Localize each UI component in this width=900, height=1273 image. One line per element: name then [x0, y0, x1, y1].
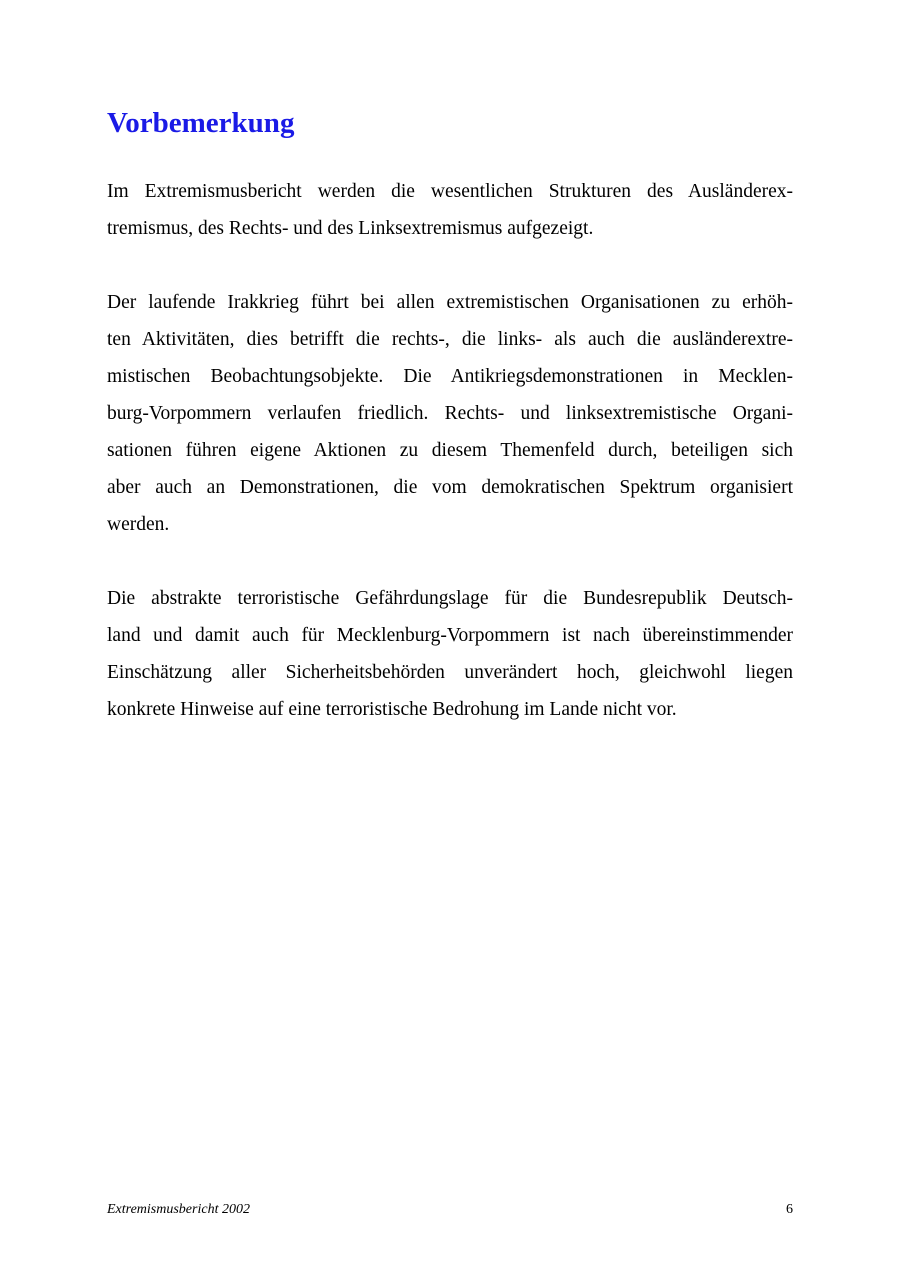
- paragraph-terror: [107, 580, 793, 728]
- paragraph-intro: [107, 173, 793, 247]
- text-line: tremismus, des Rechts- und des Linksextremismus aufgezeigt.: [107, 218, 594, 239]
- paragraph-irakkrieg: [107, 284, 793, 543]
- text-line: burg-Vorpommern verlaufen friedlich. Rechts- und linksextremistische Organi-: [107, 403, 793, 424]
- text-line: Im Extremismusbericht werden die wesentlichen Strukturen des Ausländerex-: [107, 181, 793, 202]
- page-title: Vorbemerkung: [107, 107, 295, 139]
- text-line: sationen führen eigene Aktionen zu diesem Themenfeld durch, beteiligen sich: [107, 440, 793, 461]
- footer-page-number: 6: [786, 1202, 793, 1217]
- text-line: Einschätzung aller Sicherheitsbehörden unverändert hoch, gleichwohl liegen: [107, 662, 793, 683]
- text-line: mistischen Beobachtungsobjekte. Die Antikriegsdemonstrationen in Mecklen-: [107, 366, 793, 387]
- text-line: Der laufende Irakkrieg führt bei allen extremistischen Organisationen zu erhöh-: [107, 292, 793, 313]
- text-line: werden.: [107, 514, 170, 535]
- text-line: land und damit auch für Mecklenburg-Vorpommern ist nach übereinstimmender: [107, 625, 793, 646]
- text-line: konkrete Hinweise auf eine terroristische Bedrohung im Lande nicht vor.: [107, 699, 677, 720]
- text-line: aber auch an Demonstrationen, die vom demokratischen Spektrum organisiert: [107, 477, 793, 498]
- text-line: Die abstrakte terroristische Gefährdungslage für die Bundesrepublik Deutsch-: [107, 588, 793, 609]
- footer-document-title: Extremismusbericht 2002: [107, 1202, 250, 1217]
- text-line: ten Aktivitäten, dies betrifft die rechts-, die links- als auch die ausländerextre-: [107, 329, 793, 350]
